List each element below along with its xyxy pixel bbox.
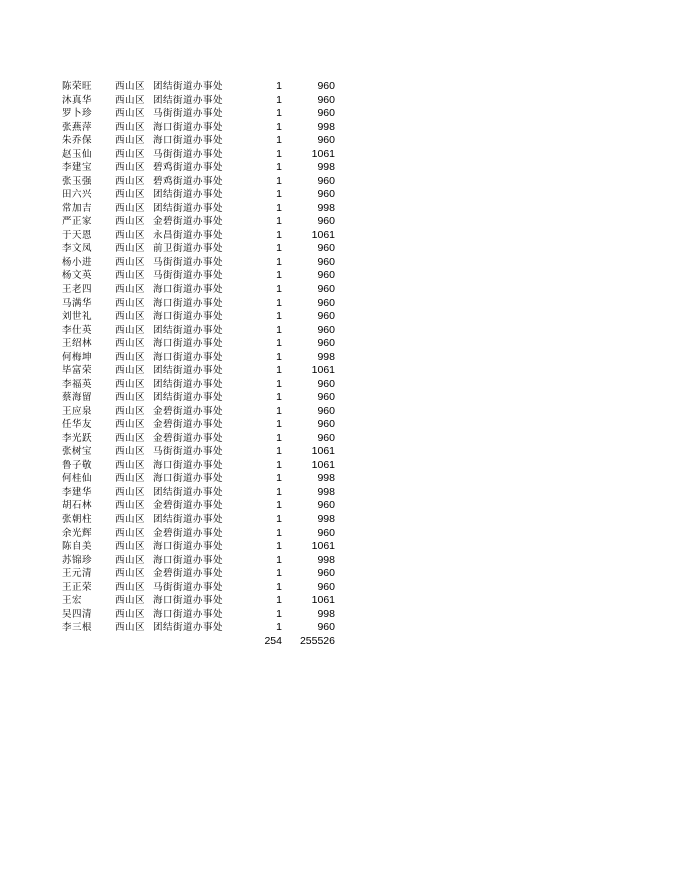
table-row <box>62 554 352 568</box>
amount-cell: 1061 <box>311 445 335 458</box>
amount-cell: 960 <box>317 215 335 228</box>
office-cell: 团结街道办事处 <box>153 378 224 390</box>
table-row <box>62 351 352 365</box>
table-row <box>62 364 352 378</box>
table-row <box>62 567 352 581</box>
name-cell: 李文凤 <box>62 243 93 255</box>
district-cell: 西山区 <box>115 270 146 282</box>
district-cell: 西山区 <box>115 81 146 92</box>
name-cell: 常加吉 <box>62 202 93 214</box>
table-row <box>62 337 352 351</box>
table-row <box>62 229 352 243</box>
district-cell: 西山区 <box>115 297 146 309</box>
count-cell: 1 <box>276 134 282 147</box>
count-cell: 1 <box>276 553 282 566</box>
office-cell: 海口街道办事处 <box>153 338 224 350</box>
district-cell: 西山区 <box>115 541 146 553</box>
count-cell: 1 <box>276 120 282 133</box>
amount-cell: 1061 <box>311 147 335 160</box>
district-cell: 西山区 <box>115 446 146 458</box>
count-cell: 1 <box>276 337 282 350</box>
table-row <box>62 432 352 446</box>
amount-cell: 960 <box>317 269 335 282</box>
office-cell: 马街街道办事处 <box>153 108 224 120</box>
district-cell: 西山区 <box>115 486 146 498</box>
district-cell: 西山区 <box>115 459 146 471</box>
office-cell: 马街街道办事处 <box>153 446 224 458</box>
count-cell: 1 <box>276 594 282 607</box>
table-row <box>62 161 352 175</box>
office-cell: 碧鸡街道办事处 <box>153 162 224 174</box>
amount-cell: 998 <box>317 161 335 174</box>
name-cell: 张玉强 <box>62 175 93 187</box>
count-cell: 1 <box>276 540 282 553</box>
office-cell: 金碧街道办事处 <box>153 432 224 444</box>
amount-cell: 960 <box>317 377 335 390</box>
amount-cell: 960 <box>317 255 335 268</box>
count-cell: 1 <box>276 201 282 214</box>
name-cell: 毕富荣 <box>62 365 93 377</box>
office-cell: 金碧街道办事处 <box>153 527 224 539</box>
amount-cell: 960 <box>317 310 335 323</box>
district-cell: 西山区 <box>115 175 146 187</box>
table-row <box>62 310 352 324</box>
office-cell: 海口街道办事处 <box>153 297 224 309</box>
name-cell: 严正家 <box>62 216 93 228</box>
district-cell: 西山区 <box>115 405 146 417</box>
count-cell: 1 <box>276 445 282 458</box>
count-cell: 1 <box>276 80 282 92</box>
count-cell: 1 <box>276 580 282 593</box>
amount-cell: 998 <box>317 201 335 214</box>
table-row <box>62 608 352 622</box>
name-cell: 余光辉 <box>62 527 93 539</box>
name-cell: 刘世礼 <box>62 311 93 323</box>
table-row <box>62 242 352 256</box>
office-cell: 海口街道办事处 <box>153 311 224 323</box>
district-cell: 西山区 <box>115 94 146 106</box>
name-cell: 李建华 <box>62 486 93 498</box>
amount-cell: 960 <box>317 282 335 295</box>
office-cell: 海口街道办事处 <box>153 351 224 363</box>
district-cell: 西山区 <box>115 581 146 593</box>
name-cell: 何桂仙 <box>62 473 93 485</box>
district-cell: 西山区 <box>115 311 146 323</box>
totals-row <box>62 635 352 649</box>
amount-cell: 1061 <box>311 594 335 607</box>
amount-cell: 960 <box>317 499 335 512</box>
count-cell: 1 <box>276 188 282 201</box>
office-cell: 团结街道办事处 <box>153 324 224 336</box>
office-cell: 碧鸡街道办事处 <box>153 175 224 187</box>
name-cell: 张燕萍 <box>62 121 93 133</box>
amount-cell: 960 <box>317 337 335 350</box>
district-cell: 西山区 <box>115 378 146 390</box>
count-cell: 1 <box>276 567 282 580</box>
name-cell: 苏锦珍 <box>62 554 93 566</box>
count-cell: 1 <box>276 310 282 323</box>
count-cell: 1 <box>276 93 282 106</box>
name-cell: 王绍林 <box>62 338 93 350</box>
table-row <box>62 472 352 486</box>
district-cell: 西山区 <box>115 351 146 363</box>
district-cell: 西山区 <box>115 216 146 228</box>
office-cell: 马街街道办事处 <box>153 148 224 160</box>
district-cell: 西山区 <box>115 419 146 431</box>
district-cell: 西山区 <box>115 162 146 174</box>
amount-cell: 1061 <box>311 458 335 471</box>
district-cell: 西山区 <box>115 229 146 241</box>
name-cell: 胡石林 <box>62 500 93 512</box>
amount-cell: 960 <box>317 526 335 539</box>
amount-cell: 960 <box>317 391 335 404</box>
table-row <box>62 107 352 121</box>
district-cell: 西山区 <box>115 135 146 147</box>
office-cell: 金碧街道办事处 <box>153 419 224 431</box>
amount-cell: 960 <box>317 431 335 444</box>
count-cell: 1 <box>276 161 282 174</box>
name-cell: 杨文英 <box>62 270 93 282</box>
table-row <box>62 256 352 270</box>
office-cell: 海口街道办事处 <box>153 554 224 566</box>
count-cell: 1 <box>276 107 282 120</box>
amount-cell: 960 <box>317 93 335 106</box>
count-cell: 1 <box>276 526 282 539</box>
table-row <box>62 499 352 513</box>
amount-cell: 960 <box>317 134 335 147</box>
count-cell: 1 <box>276 323 282 336</box>
amount-cell: 998 <box>317 485 335 498</box>
table-row <box>62 94 352 108</box>
name-cell: 蔡海留 <box>62 392 93 404</box>
table-row <box>62 378 352 392</box>
name-cell: 王正荣 <box>62 581 93 593</box>
name-cell: 陈荣旺 <box>62 81 93 92</box>
district-cell: 西山区 <box>115 365 146 377</box>
amount-cell: 960 <box>317 418 335 431</box>
name-cell: 马满华 <box>62 297 93 309</box>
name-cell: 田六兴 <box>62 189 93 201</box>
table-row <box>62 405 352 419</box>
table-row <box>62 121 352 135</box>
count-cell: 1 <box>276 255 282 268</box>
count-cell: 1 <box>276 269 282 282</box>
district-cell: 西山区 <box>115 338 146 350</box>
office-cell: 海口街道办事处 <box>153 608 224 620</box>
office-cell: 团结街道办事处 <box>153 202 224 214</box>
count-cell: 1 <box>276 242 282 255</box>
office-cell: 团结街道办事处 <box>153 392 224 404</box>
amount-cell: 960 <box>317 404 335 417</box>
district-cell: 西山区 <box>115 189 146 201</box>
district-cell: 西山区 <box>115 473 146 485</box>
count-cell: 1 <box>276 458 282 471</box>
amount-cell: 960 <box>317 323 335 336</box>
table-row <box>62 283 352 297</box>
office-cell: 团结街道办事处 <box>153 365 224 377</box>
table-row <box>62 80 352 94</box>
count-cell: 1 <box>276 621 282 634</box>
district-cell: 西山区 <box>115 256 146 268</box>
office-cell: 海口街道办事处 <box>153 541 224 553</box>
table-row <box>62 202 352 216</box>
office-cell: 金碧街道办事处 <box>153 568 224 580</box>
amount-cell: 960 <box>317 567 335 580</box>
total-amount: 255526 <box>299 634 335 647</box>
name-cell: 沐真华 <box>62 94 93 106</box>
table-row <box>62 297 352 311</box>
table-row <box>62 459 352 473</box>
office-cell: 海口街道办事处 <box>153 459 224 471</box>
office-cell: 团结街道办事处 <box>153 622 224 634</box>
name-cell: 王应泉 <box>62 405 93 417</box>
name-cell: 张朝柱 <box>62 514 93 525</box>
district-cell: 西山区 <box>115 392 146 404</box>
count-cell: 1 <box>276 418 282 431</box>
district-cell: 西山区 <box>115 622 146 634</box>
amount-cell: 960 <box>317 174 335 187</box>
district-cell: 西山区 <box>115 283 146 295</box>
total-count: 254 <box>264 634 282 647</box>
count-cell: 1 <box>276 404 282 417</box>
office-cell: 马街街道办事处 <box>153 256 224 268</box>
amount-cell: 1061 <box>311 540 335 553</box>
count-cell: 1 <box>276 513 282 525</box>
count-cell: 1 <box>276 377 282 390</box>
count-cell: 1 <box>276 391 282 404</box>
name-cell: 王老四 <box>62 283 93 295</box>
count-cell: 1 <box>276 228 282 241</box>
district-cell: 西山区 <box>115 500 146 512</box>
amount-cell: 998 <box>317 472 335 485</box>
table-row <box>62 418 352 432</box>
district-cell: 西山区 <box>115 108 146 120</box>
district-cell: 西山区 <box>115 243 146 255</box>
name-cell: 李福英 <box>62 378 93 390</box>
office-cell: 金碧街道办事处 <box>153 405 224 417</box>
amount-cell: 960 <box>317 80 335 92</box>
count-cell: 1 <box>276 174 282 187</box>
count-cell: 1 <box>276 364 282 377</box>
name-cell: 吴四清 <box>62 608 93 620</box>
district-cell: 西山区 <box>115 432 146 444</box>
district-cell: 西山区 <box>115 514 146 525</box>
office-cell: 金碧街道办事处 <box>153 216 224 228</box>
district-cell: 西山区 <box>115 324 146 336</box>
count-cell: 1 <box>276 282 282 295</box>
name-cell: 李建宝 <box>62 162 93 174</box>
name-cell: 罗卜珍 <box>62 108 93 120</box>
amount-cell: 998 <box>317 513 335 525</box>
name-cell: 李三根 <box>62 622 93 634</box>
district-cell: 西山区 <box>115 202 146 214</box>
office-cell: 马街街道办事处 <box>153 581 224 593</box>
count-cell: 1 <box>276 350 282 363</box>
office-cell: 海口街道办事处 <box>153 473 224 485</box>
amount-cell: 1061 <box>311 228 335 241</box>
amount-cell: 998 <box>317 553 335 566</box>
amount-cell: 960 <box>317 580 335 593</box>
name-cell: 鲁子敬 <box>62 459 93 471</box>
count-cell: 1 <box>276 147 282 160</box>
amount-cell: 998 <box>317 607 335 620</box>
office-cell: 团结街道办事处 <box>153 189 224 201</box>
count-cell: 1 <box>276 296 282 309</box>
amount-cell: 960 <box>317 296 335 309</box>
name-cell: 张树宝 <box>62 446 93 458</box>
count-cell: 1 <box>276 485 282 498</box>
office-cell: 前卫街道办事处 <box>153 243 224 255</box>
table-row <box>62 594 352 608</box>
table-row <box>62 175 352 189</box>
district-cell: 西山区 <box>115 121 146 133</box>
amount-cell: 1061 <box>311 364 335 377</box>
table-row <box>62 581 352 595</box>
office-cell: 海口街道办事处 <box>153 595 224 607</box>
amount-cell: 998 <box>317 120 335 133</box>
amount-cell: 998 <box>317 350 335 363</box>
office-cell: 海口街道办事处 <box>153 283 224 295</box>
table-row <box>62 527 352 541</box>
office-cell: 马街街道办事处 <box>153 270 224 282</box>
district-cell: 西山区 <box>115 527 146 539</box>
table-row <box>62 269 352 283</box>
office-cell: 海口街道办事处 <box>153 121 224 133</box>
office-cell: 团结街道办事处 <box>153 94 224 106</box>
amount-cell: 960 <box>317 242 335 255</box>
district-cell: 西山区 <box>115 554 146 566</box>
table-body <box>62 80 352 635</box>
office-cell: 永昌街道办事处 <box>153 229 224 241</box>
district-cell: 西山区 <box>115 148 146 160</box>
table-row <box>62 486 352 500</box>
district-cell: 西山区 <box>115 608 146 620</box>
table-row <box>62 324 352 338</box>
district-cell: 西山区 <box>115 595 146 607</box>
table-row <box>62 445 352 459</box>
table-row <box>62 621 352 635</box>
table-row <box>62 540 352 554</box>
district-cell: 西山区 <box>115 568 146 580</box>
spreadsheet-table <box>62 80 352 648</box>
name-cell: 王元清 <box>62 568 93 580</box>
office-cell: 团结街道办事处 <box>153 81 224 92</box>
count-cell: 1 <box>276 215 282 228</box>
amount-cell: 960 <box>317 107 335 120</box>
name-cell: 王宏 <box>62 595 83 607</box>
count-cell: 1 <box>276 499 282 512</box>
name-cell: 陈自美 <box>62 541 93 553</box>
table-row <box>62 188 352 202</box>
office-cell: 团结街道办事处 <box>153 514 224 525</box>
table-row <box>62 215 352 229</box>
name-cell: 李光跃 <box>62 432 93 444</box>
table-row <box>62 134 352 148</box>
name-cell: 杨小进 <box>62 256 93 268</box>
name-cell: 赵玉仙 <box>62 148 93 160</box>
name-cell: 任华友 <box>62 419 93 431</box>
name-cell: 朱乔保 <box>62 135 93 147</box>
office-cell: 团结街道办事处 <box>153 486 224 498</box>
table-row <box>62 513 352 527</box>
count-cell: 1 <box>276 472 282 485</box>
count-cell: 1 <box>276 431 282 444</box>
office-cell: 金碧街道办事处 <box>153 500 224 512</box>
table-row <box>62 391 352 405</box>
office-cell: 海口街道办事处 <box>153 135 224 147</box>
count-cell: 1 <box>276 607 282 620</box>
name-cell: 何梅坤 <box>62 351 93 363</box>
table-row <box>62 148 352 162</box>
amount-cell: 960 <box>317 621 335 634</box>
name-cell: 李仕英 <box>62 324 93 336</box>
name-cell: 于天恩 <box>62 229 93 241</box>
amount-cell: 960 <box>317 188 335 201</box>
